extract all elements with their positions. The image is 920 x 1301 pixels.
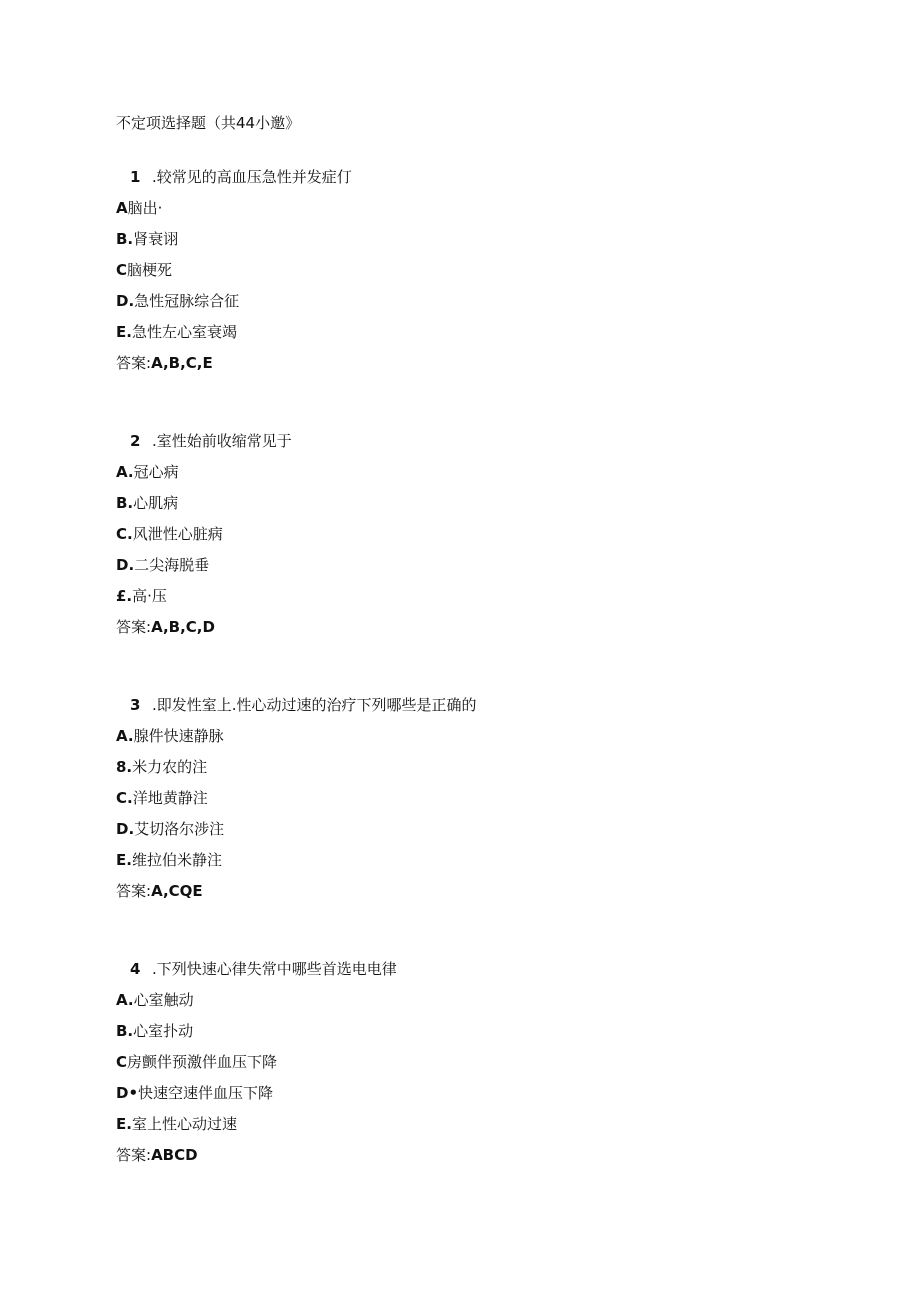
option-prefix: B. [116, 230, 134, 248]
option-text: 脑梗死 [127, 261, 173, 279]
option-e [116, 845, 816, 876]
option-d [116, 1078, 816, 1109]
question-text: .较常见的高血压急性并发症仃 [152, 168, 352, 186]
option-a [116, 721, 816, 752]
option-text: 心肌病 [133, 494, 179, 512]
option-prefix: £. [116, 587, 133, 605]
option-text: 腺件快速静脉 [133, 727, 224, 745]
option-text: 艾切洛尔涉注 [134, 820, 225, 838]
option-prefix: C. [116, 789, 133, 807]
answer-line [116, 348, 816, 379]
question-4 [116, 954, 816, 1171]
question-number: 4 [130, 960, 141, 978]
section-title: 不定项选择题（共44小邀》 [116, 114, 301, 132]
question-number: 1 [130, 168, 141, 186]
option-b [116, 752, 816, 783]
answer-line [116, 876, 816, 907]
question-stem [116, 954, 816, 985]
answer-line [116, 612, 816, 643]
option-text: 急性冠脉综合征 [134, 292, 240, 310]
question-text: .室性始前收缩常见于 [152, 432, 292, 450]
question-text: .下列快速心律失常中哪些首选电电律 [152, 960, 397, 978]
option-b [116, 1016, 816, 1047]
option-c [116, 519, 816, 550]
option-prefix: D. [116, 556, 135, 574]
option-prefix: D. [116, 292, 135, 310]
option-c [116, 1047, 816, 1078]
question-stem [116, 690, 816, 721]
option-prefix: D. [116, 820, 135, 838]
option-b [116, 488, 816, 519]
answer-value: ABCD [151, 1146, 198, 1164]
question-number: 3 [130, 696, 141, 714]
option-prefix: E. [116, 851, 132, 869]
option-prefix: A. [116, 727, 134, 745]
option-e [116, 1109, 816, 1140]
option-prefix: E. [116, 323, 132, 341]
answer-label: 答案: [116, 618, 152, 636]
option-text: 心室扑动 [133, 1022, 194, 1040]
answer-label: 答案: [116, 354, 152, 372]
option-a [116, 457, 816, 488]
option-text: 洋地黄静注 [132, 789, 208, 807]
option-c [116, 255, 816, 286]
question-1 [116, 162, 816, 379]
option-d [116, 286, 816, 317]
option-text: 室上性心动过速 [131, 1115, 237, 1133]
answer-value: A,B,C,D [151, 618, 215, 636]
option-text: 脑出· [127, 199, 163, 217]
option-d [116, 814, 816, 845]
option-e [116, 317, 816, 348]
option-prefix: A. [116, 991, 134, 1009]
question-3 [116, 690, 816, 907]
option-c [116, 783, 816, 814]
option-prefix: A. [116, 463, 134, 481]
option-text: 维拉伯米静注 [131, 851, 222, 869]
option-text: 风泄性心脏病 [132, 525, 223, 543]
option-prefix: B. [116, 494, 134, 512]
option-prefix: A [116, 199, 128, 217]
option-text: 肾衰诩 [133, 230, 179, 248]
answer-label: 答案: [116, 1146, 152, 1164]
answer-line [116, 1140, 816, 1171]
option-text: 心室触动 [133, 991, 194, 1009]
question-text: .即发性室上.性心动过速的治疗下列哪些是正确的 [152, 696, 477, 714]
option-prefix: E. [116, 1115, 132, 1133]
option-text: 二尖海脱垂 [134, 556, 210, 574]
option-prefix: B. [116, 1022, 134, 1040]
option-prefix: D• [116, 1084, 139, 1102]
option-text: 冠心病 [133, 463, 179, 481]
answer-value: A,CQE [151, 882, 203, 900]
question-number: 2 [130, 432, 141, 450]
answer-label: 答案: [116, 882, 152, 900]
option-text: 高·压 [132, 587, 167, 605]
option-e [116, 581, 816, 612]
question-stem [116, 426, 816, 457]
option-text: 急性左心室衰竭 [131, 323, 237, 341]
option-prefix: C. [116, 525, 133, 543]
option-prefix: 8. [116, 758, 133, 776]
question-stem [116, 162, 816, 193]
option-d [116, 550, 816, 581]
option-text: 快速空速伴血压下降 [138, 1084, 274, 1102]
question-2 [116, 426, 816, 643]
option-prefix: C [116, 1053, 128, 1071]
answer-value: A,B,C,E [151, 354, 213, 372]
option-prefix: C [116, 261, 128, 279]
option-text: 米力农的注 [132, 758, 208, 776]
option-a [116, 193, 816, 224]
option-text: 房颤伴预激伴血压下降 [127, 1053, 278, 1071]
option-b [116, 224, 816, 255]
option-a [116, 985, 816, 1016]
